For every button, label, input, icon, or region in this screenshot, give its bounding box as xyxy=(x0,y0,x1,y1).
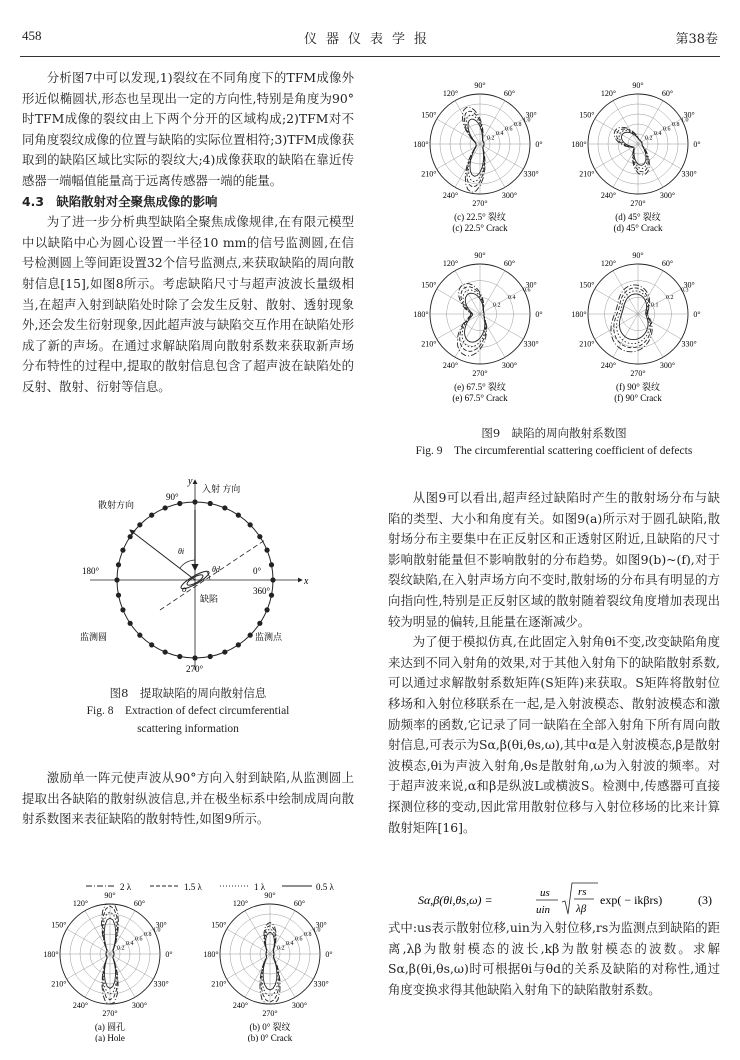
subplot-caption-cn: (c) 22.5° 裂纹 xyxy=(454,212,506,222)
figure-8-diagram xyxy=(70,470,320,680)
polar-angle-label: 60° xyxy=(661,88,674,98)
polar-angle-label: 180° xyxy=(413,140,429,149)
polar-ring-label: 0.2 xyxy=(277,945,285,952)
eq-num-r: rs xyxy=(578,886,587,898)
polar-angle-label: 120° xyxy=(442,258,459,268)
subplot-caption-cn: (b) 0° 裂纹 xyxy=(249,1022,291,1032)
figure-9-caption xyxy=(388,424,720,460)
polar-angle-label: 30° xyxy=(525,110,537,120)
monitoring-point xyxy=(137,522,142,527)
eq-number: (3) xyxy=(698,893,712,907)
paragraph: 为了进一步分析典型缺陷全聚焦成像规律,在有限元模型中以缺陷中心为圆心设置一半径10 mm的信号监测圆,在信号检测圆上等间距设置32个信号监测点,来获取缺陷的周向散射信息[15],如图8所示。考虑缺陷尺寸与超声波波长量级相当,在超声入射到缺陷处时除了会发生反射、散射、透射现象外,还会发生衍射现象,因此超声波与缺陷交互作用在缺陷处形成了新的声场。在通过求解缺陷周向散射系数来获取新声场分布特性的过程中,提取的散射信息包含了超声波在缺陷处的反射、散射、衍射等信息。 xyxy=(22,214,354,394)
journal-title: 仪器仪表学报 xyxy=(303,32,436,47)
polar-angle-label: 30° xyxy=(315,920,327,930)
monitoring-point xyxy=(208,501,213,506)
scatter-curve xyxy=(619,294,648,340)
monitoring-point xyxy=(163,505,168,510)
eq-exp: exp( − ikβrs) xyxy=(600,893,663,907)
monitoring-point xyxy=(149,513,154,518)
monitoring-point xyxy=(116,593,121,598)
subplot-caption-cn: (f) 90° 裂纹 xyxy=(615,382,661,392)
polar-ring-label: 0.6 xyxy=(523,287,531,294)
polar-angle-label: 210° xyxy=(211,979,227,989)
polar-ring-label: 0.8 xyxy=(514,122,522,128)
polar-angle-label: 90° xyxy=(632,82,644,90)
monitoring-point xyxy=(264,548,269,553)
angle-0-label: 0° xyxy=(253,566,262,576)
caption-en: Fig. 8 Extraction of defect circumferential xyxy=(86,705,290,717)
header-rule xyxy=(20,56,720,57)
monitoring-point xyxy=(222,649,227,654)
monitoring-point xyxy=(137,633,142,638)
eq-den-u: uin xyxy=(536,904,551,916)
monitoring-point xyxy=(149,642,154,647)
polar-angle-label: 90° xyxy=(104,892,116,900)
polar-angle-label: 300° xyxy=(131,1001,148,1011)
polar-ring-label: 0.4 xyxy=(286,941,294,947)
monitoring-point xyxy=(116,562,121,567)
legend-1-5-lambda: 1.5 λ xyxy=(184,882,202,892)
incident-direction-label: 入射 方向 xyxy=(202,484,241,494)
polar-angle-label: 90° xyxy=(474,82,486,90)
page-number: 458 xyxy=(22,28,42,43)
polar-ring-label: 0.1 xyxy=(651,302,659,309)
polar-ring-label: 1.0 xyxy=(681,117,689,124)
polar-ring-label: 0.8 xyxy=(144,932,152,938)
y-axis-label: y xyxy=(188,476,193,487)
section-heading: 4.3 缺陷散射对全聚焦成像的影响 xyxy=(22,193,218,209)
monitoring-point xyxy=(120,548,125,553)
polar-angle-label: 210° xyxy=(579,339,595,349)
polar-angle-label: 300° xyxy=(501,191,518,201)
polar-angle-label: 210° xyxy=(579,169,595,179)
right-column-tail xyxy=(388,918,720,1000)
polar-angle-label: 60° xyxy=(503,258,516,268)
angle-90-label: 90° xyxy=(166,492,179,502)
subplot-caption-en: (d) 45° Crack xyxy=(613,223,663,233)
polar-ring-label: 1.0 xyxy=(153,927,161,934)
polar-angle-label: 60° xyxy=(503,88,516,98)
polar-angle-label: 300° xyxy=(501,361,518,371)
polar-angle-label: 180° xyxy=(571,140,587,149)
polar-angle-label: 120° xyxy=(442,88,459,98)
polar-angle-label: 330° xyxy=(313,979,329,989)
volume-label: 第38卷 xyxy=(675,32,718,47)
scatter-curve xyxy=(465,293,485,342)
polar-angle-label: 150° xyxy=(579,110,595,120)
eq-lhs: Sα,β(θi,θs,ω) = xyxy=(418,893,493,907)
monitoring-point xyxy=(128,621,133,626)
polar-angle-label: 270° xyxy=(472,199,488,208)
polar-ring-label: 0.4 xyxy=(126,941,134,947)
polar-ring-label: 0.2 xyxy=(645,135,653,142)
polar-angle-label: 150° xyxy=(421,110,437,120)
polar-plot-hole xyxy=(30,892,190,1042)
polar-ring-label: 1.0 xyxy=(313,927,321,934)
monitoring-point xyxy=(163,649,168,654)
polar-angle-label: 0° xyxy=(535,310,543,319)
scatter-curve xyxy=(457,284,486,356)
polar-ring-label: 0.4 xyxy=(508,295,516,301)
monitoring-point xyxy=(236,642,241,647)
polar-angle-label: 240° xyxy=(232,1001,249,1011)
monitoring-point xyxy=(128,534,133,539)
polar-angle-label: 300° xyxy=(659,191,676,201)
paragraph: 从图9可以看出,超声经过缺陷时产生的散射场分布与缺陷的类型、大小和角度有关。如图9(a)所示对于圆孔缺陷,散射场分布主要集中在正反射区和正透射区附近,且缺陷的尺寸影响散射能量但不影响散射的分布趋势。如图9(b)~(f),对于裂纹缺陷,在入射声场方向不变时,散射场的分布具有明显的方向指向性,特别是正反射区域的散射随着裂纹角度增加表现出较为明显的偏转,且能量在逐渐减少。 xyxy=(388,490,720,629)
polar-angle-label: 60° xyxy=(661,258,674,268)
eq-den-l: λβ xyxy=(576,903,587,915)
polar-angle-label: 210° xyxy=(51,979,67,989)
polar-ring-label: 0.8 xyxy=(672,122,680,128)
origin-label: o xyxy=(182,584,187,594)
scatter-direction-label: 散射方向 xyxy=(98,500,135,510)
polar-ring-label: 0.2 xyxy=(117,945,125,952)
polar-angle-label: 330° xyxy=(681,339,697,349)
polar-angle-label: 270° xyxy=(262,1009,278,1018)
polar-plot-67-5-crack xyxy=(400,252,560,422)
polar-plot-22-5-crack xyxy=(400,82,560,252)
equation-3 xyxy=(388,880,718,920)
theta-i-label: θi xyxy=(178,547,185,556)
left-column-top xyxy=(22,68,354,398)
polar-angle-label: 330° xyxy=(523,169,539,179)
caption-cn: 图8 提取缺陷的周向散射信息 xyxy=(109,686,267,700)
angle-360-label: 360° xyxy=(253,586,271,596)
polar-angle-label: 120° xyxy=(600,88,617,98)
subplot-caption-en: (c) 22.5° Crack xyxy=(452,223,508,233)
monitoring-point-label: 监测点 xyxy=(255,632,283,642)
scatter-curve xyxy=(622,132,647,165)
polar-angle-label: 150° xyxy=(579,280,595,290)
figure-8-caption xyxy=(22,684,354,738)
polar-angle-label: 270° xyxy=(630,369,646,378)
paragraph: 分析图7中可以发现,1)裂纹在不同角度下的TFM成像外形近似椭圆状,形态也呈现出一定的方向性,特别是角度为90°时TFM成像的裂纹由上下两个分开的区域构成;2)TFM对不同角度裂纹成像的位置与缺陷的实际位置相符;3)TFM成像获取到的缺陷区域比实际的裂纹大;4)成像获取的缺陷在靠近传感器一端幅值能量高于远离传感器一端的能量。 xyxy=(22,70,354,188)
polar-ring-label: 0.4 xyxy=(654,131,662,137)
subplot-caption-en: (b) 0° Crack xyxy=(247,1033,293,1042)
polar-angle-label: 30° xyxy=(525,280,537,290)
right-column-text xyxy=(388,488,720,838)
subplot-caption-cn: (d) 45° 裂纹 xyxy=(615,212,661,222)
polar-angle-label: 30° xyxy=(683,110,695,120)
caption-en: Fig. 9 The circumferential scattering coefficient of defects xyxy=(415,445,693,457)
polar-ring-label: 0.2 xyxy=(493,302,501,309)
polar-angle-label: 240° xyxy=(442,191,459,201)
monitoring-point xyxy=(177,654,182,659)
angle-270-label: 270° xyxy=(186,664,204,674)
polar-ring-label: 0.8 xyxy=(304,932,312,938)
legend-1-lambda: 1 λ xyxy=(254,882,266,892)
subplot-caption-en: (e) 67.5° Crack xyxy=(452,393,508,403)
monitoring-point xyxy=(120,607,125,612)
polar-angle-label: 270° xyxy=(102,1009,118,1018)
polar-angle-label: 270° xyxy=(630,199,646,208)
monitoring-point xyxy=(248,522,253,527)
polar-angle-label: 180° xyxy=(43,950,59,959)
polar-angle-label: 60° xyxy=(293,898,306,908)
polar-angle-label: 150° xyxy=(421,280,437,290)
polar-angle-label: 210° xyxy=(421,339,437,349)
polar-angle-label: 0° xyxy=(535,140,543,149)
subplot-caption-en: (a) Hole xyxy=(95,1033,125,1042)
theta-d-label: θd xyxy=(212,565,220,574)
legend-2-lambda: 2 λ xyxy=(120,882,132,892)
polar-angle-label: 30° xyxy=(155,920,167,930)
polar-angle-label: 0° xyxy=(165,950,173,959)
monitoring-point xyxy=(269,562,274,567)
polar-ring-label: 0.3 xyxy=(681,287,689,294)
caption-en-cont: scattering information xyxy=(137,723,239,735)
page-header xyxy=(0,28,740,48)
polar-ring-label: 0.6 xyxy=(135,936,143,943)
polar-ring-label: 0.6 xyxy=(505,126,513,133)
polar-angle-label: 120° xyxy=(72,898,89,908)
monitoring-point xyxy=(248,633,253,638)
polar-angle-label: 330° xyxy=(681,169,697,179)
polar-ring-label: 0.6 xyxy=(663,126,671,133)
subplot-caption-cn: (a) 圆孔 xyxy=(94,1022,126,1032)
polar-angle-label: 150° xyxy=(211,920,227,930)
polar-angle-label: 270° xyxy=(472,369,488,378)
polar-angle-label: 300° xyxy=(659,361,676,371)
polar-angle-label: 180° xyxy=(203,950,219,959)
polar-angle-label: 30° xyxy=(683,280,695,290)
polar-angle-label: 90° xyxy=(474,252,486,260)
polar-angle-label: 240° xyxy=(600,191,617,201)
eq-num-u: us xyxy=(540,887,550,899)
polar-angle-label: 180° xyxy=(413,310,429,319)
subplot-caption-en: (f) 90° Crack xyxy=(614,393,662,403)
defect-label: 缺陷 xyxy=(200,594,219,604)
legend-0-5-lambda: 0.5 λ xyxy=(316,882,334,892)
polar-ring-label: 0.6 xyxy=(295,936,303,943)
angle-180-label: 180° xyxy=(82,566,100,576)
polar-plot-90-crack xyxy=(558,252,718,422)
polar-angle-label: 0° xyxy=(693,310,701,319)
paragraph: 激励单一阵元使声波从90°方向入射到缺陷,从监测圆上提取出各缺陷的散射纵波信息,并在极坐标系中绘制成周向散射系数图来表征缺陷的散射特性,如图9所示。 xyxy=(22,770,354,827)
paragraph: 为了便于模拟仿真,在此固定入射角θi不变,改变缺陷角度来达到不同入射角的效果,对于其他入射角下的缺陷散射系数,可以通过求解散射系数矩阵(S矩阵)来获取。S矩阵将散射位移场和入射位移联系在一起,是入射波模态、散射波模态和激励频率的函数,它记录了同一缺陷在全部入射角下所有周向散射信息,可表示为Sα,β(θi,θs,ω),其中α是入射波模态,β是散射波模态,θi为声波入射角,θs是散射角,ω为入射波的频率。对于超声波来说,α和β是纵波L或横波S。检测中,传感器可直接探测位移的变动,因此常用散射位移与入射位移场的比来计算散射矩阵[16]。 xyxy=(388,634,720,835)
polar-ring-label: 0.2 xyxy=(487,135,495,142)
paragraph: 式中:us表示散射位移,uin为入射位移,rs为监测点到缺陷的距离,λβ为散射模态的波长,kβ为散射模态的波数。求解Sα,β(θi,θs,ω)时可根据θi与θd的关系及缺陷的对称性,通过角度变换求得其他缺陷入射角下的缺陷散射系数。 xyxy=(388,920,720,997)
polar-angle-label: 150° xyxy=(51,920,67,930)
monitoring-circle-label: 监测圆 xyxy=(80,632,108,642)
polar-angle-label: 0° xyxy=(325,950,333,959)
polar-plot-45-crack xyxy=(558,82,718,252)
polar-angle-label: 300° xyxy=(291,1001,308,1011)
subplot-caption-cn: (e) 67.5° 裂纹 xyxy=(454,382,506,392)
polar-angle-label: 180° xyxy=(571,310,587,319)
monitoring-point xyxy=(264,607,269,612)
polar-angle-label: 90° xyxy=(632,252,644,260)
polar-ring-label: 1.0 xyxy=(523,117,531,124)
monitoring-point xyxy=(257,534,262,539)
polar-angle-label: 210° xyxy=(421,169,437,179)
x-axis-label: x xyxy=(304,576,309,587)
polar-angle-label: 240° xyxy=(600,361,617,371)
polar-plot-0-crack xyxy=(190,892,350,1042)
left-column-bottom xyxy=(22,768,354,830)
caption-cn: 图9 缺陷的周向散射系数图 xyxy=(481,426,627,440)
polar-angle-label: 90° xyxy=(264,892,276,900)
polar-angle-label: 0° xyxy=(693,140,701,149)
monitoring-point xyxy=(236,513,241,518)
polar-angle-label: 240° xyxy=(72,1001,89,1011)
polar-angle-label: 240° xyxy=(442,361,459,371)
monitoring-point xyxy=(257,621,262,626)
polar-ring-label: 0.2 xyxy=(666,295,674,301)
polar-angle-label: 60° xyxy=(133,898,146,908)
polar-ring-label: 0.4 xyxy=(496,131,504,137)
polar-angle-label: 120° xyxy=(600,258,617,268)
polar-angle-label: 330° xyxy=(523,339,539,349)
polar-angle-label: 120° xyxy=(232,898,249,908)
monitoring-point xyxy=(222,505,227,510)
polar-angle-label: 330° xyxy=(153,979,169,989)
monitoring-point xyxy=(208,654,213,659)
